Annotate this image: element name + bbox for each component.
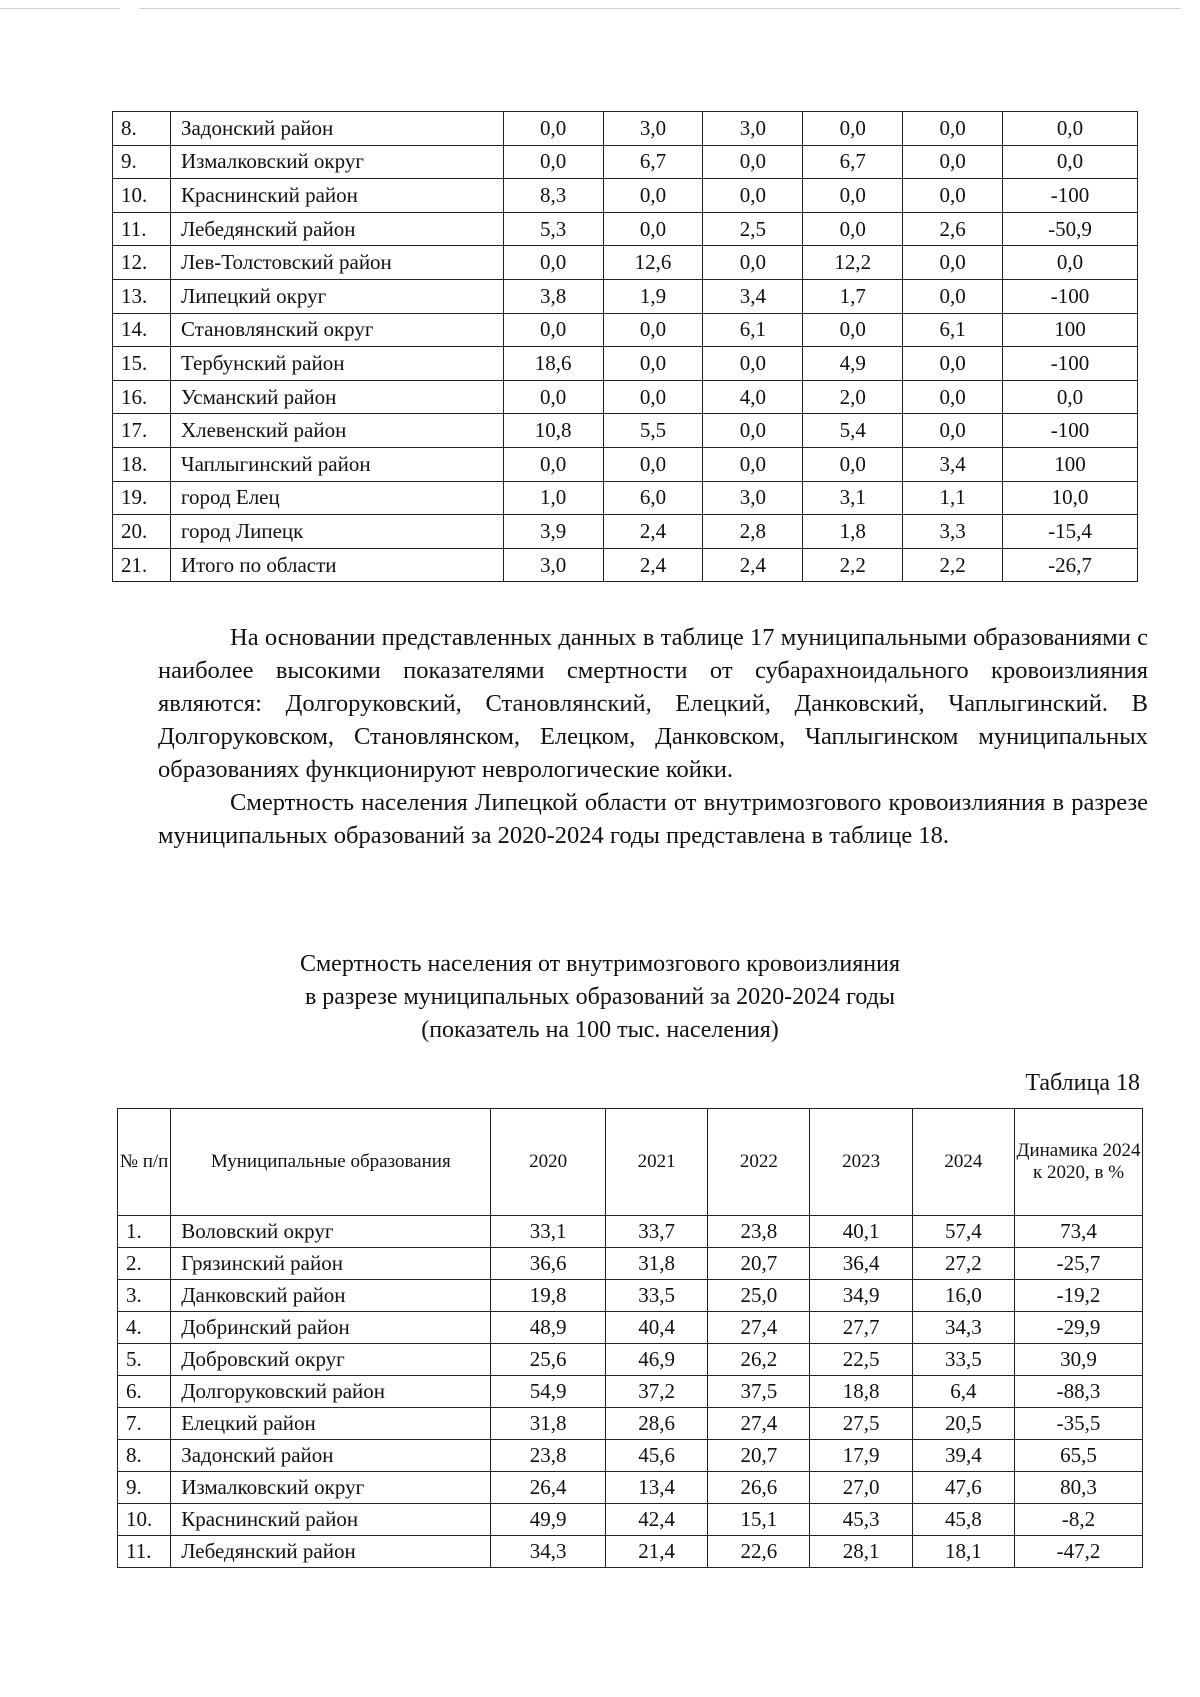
table-18-label: Таблица 18 [1025,1070,1140,1096]
municipality-name: Елецкий район [171,1408,491,1440]
table-row [113,279,1138,313]
value-cell: 21,4 [605,1536,707,1568]
table-row [118,1344,1143,1376]
value-cell: 0,0 [903,347,1003,381]
municipality-name: Задонский район [171,1440,491,1472]
table-row [113,347,1138,381]
row-number: 8. [113,112,171,146]
row-number: 5. [118,1344,171,1376]
value-cell: 0,0 [703,347,803,381]
value-cell: 15,1 [708,1504,810,1536]
value-cell: 49,9 [491,1504,606,1536]
row-number: 11. [118,1536,171,1568]
dynamics-cell: -100 [1003,347,1138,381]
row-number: 18. [113,447,171,481]
value-cell: 0,0 [703,179,803,213]
row-number: 15. [113,347,171,381]
value-cell: 2,4 [603,548,703,582]
value-cell: 0,0 [603,447,703,481]
row-number: 4. [118,1312,171,1344]
value-cell: 48,9 [491,1312,606,1344]
value-cell: 1,1 [903,481,1003,515]
value-cell: 34,9 [810,1280,912,1312]
row-number: 21. [113,548,171,582]
table-17-body [113,112,1138,582]
municipality-name: Лев-Толстовский район [170,246,503,280]
table-18-header-row [118,1109,1143,1216]
value-cell: 0,0 [503,313,603,347]
row-number: 10. [118,1504,171,1536]
dynamics-cell: 30,9 [1015,1344,1143,1376]
table-row [113,179,1138,213]
table-18 [117,1108,1143,1568]
table-row [118,1376,1143,1408]
row-number: 8. [118,1440,171,1472]
value-cell: 23,8 [491,1440,606,1472]
value-cell: 2,4 [603,515,703,549]
value-cell: 17,9 [810,1440,912,1472]
value-cell: 1,9 [603,279,703,313]
value-cell: 0,0 [703,145,803,179]
value-cell: 0,0 [503,112,603,146]
dynamics-cell: -100 [1003,414,1138,448]
value-cell: 37,5 [708,1376,810,1408]
municipality-name: Тербунский район [170,347,503,381]
table-row [113,414,1138,448]
value-cell: 0,0 [803,313,903,347]
dynamics-cell: 0,0 [1003,380,1138,414]
value-cell: 2,0 [803,380,903,414]
value-cell: 16,0 [912,1280,1014,1312]
value-cell: 6,0 [603,481,703,515]
value-cell: 3,9 [503,515,603,549]
table-18-title-line: Смертность населения от внутримозгового кровоизлияния [299,951,901,977]
value-cell: 2,6 [903,212,1003,246]
value-cell: 34,3 [912,1312,1014,1344]
table-row [118,1504,1143,1536]
value-cell: 2,2 [903,548,1003,582]
value-cell: 0,0 [803,112,903,146]
value-cell: 10,8 [503,414,603,448]
municipality-name: Краснинский район [171,1504,491,1536]
row-number: 6. [118,1376,171,1408]
table-18-title-line: (показатель на 100 тыс. населения) [421,1017,779,1043]
value-cell: 0,0 [503,145,603,179]
value-cell: 27,4 [708,1408,810,1440]
municipality-name: Измалковский округ [171,1472,491,1504]
municipality-name: город Елец [170,481,503,515]
value-cell: 42,4 [605,1504,707,1536]
value-cell: 18,6 [503,347,603,381]
value-cell: 2,2 [803,548,903,582]
value-cell: 40,1 [810,1216,912,1248]
table-row [113,515,1138,549]
table-row [118,1408,1143,1440]
value-cell: 27,0 [810,1472,912,1504]
dynamics-cell: -15,4 [1003,515,1138,549]
table-row [118,1248,1143,1280]
row-number: 2. [118,1248,171,1280]
table-row [118,1536,1143,1568]
dynamics-cell: -29,9 [1015,1312,1143,1344]
value-cell: 3,1 [803,481,903,515]
dynamics-cell: -35,5 [1015,1408,1143,1440]
row-number: 11. [113,212,171,246]
table-row [118,1216,1143,1248]
municipality-name: Долгоруковский район [171,1376,491,1408]
value-cell: 0,0 [603,380,703,414]
value-cell: 12,2 [803,246,903,280]
value-cell: 3,4 [903,447,1003,481]
value-cell: 2,5 [703,212,803,246]
value-cell: 26,6 [708,1472,810,1504]
value-cell: 6,7 [803,145,903,179]
header-name: Муниципальные образования [171,1109,491,1216]
dynamics-cell: 0,0 [1003,112,1138,146]
table-row [118,1280,1143,1312]
value-cell: 45,8 [912,1504,1014,1536]
value-cell: 0,0 [903,179,1003,213]
dynamics-cell: -50,9 [1003,212,1138,246]
row-number: 20. [113,515,171,549]
municipality-name: Усманский район [170,380,503,414]
value-cell: 0,0 [703,414,803,448]
value-cell: 13,4 [605,1472,707,1504]
value-cell: 0,0 [703,246,803,280]
municipality-name: Лебедянский район [171,1536,491,1568]
value-cell: 3,0 [603,112,703,146]
value-cell: 3,0 [503,548,603,582]
value-cell: 0,0 [603,179,703,213]
value-cell: 5,5 [603,414,703,448]
row-number: 16. [113,380,171,414]
value-cell: 23,8 [708,1216,810,1248]
scan-edge-line [0,8,120,9]
municipality-name: город Липецк [170,515,503,549]
value-cell: 45,6 [605,1440,707,1472]
value-cell: 20,7 [708,1248,810,1280]
value-cell: 0,0 [903,279,1003,313]
header-2024: 2024 [912,1109,1014,1216]
value-cell: 45,3 [810,1504,912,1536]
municipality-name: Хлевенский район [170,414,503,448]
value-cell: 40,4 [605,1312,707,1344]
body-text [158,621,1148,852]
value-cell: 31,8 [491,1408,606,1440]
header-2020: 2020 [491,1109,606,1216]
value-cell: 19,8 [491,1280,606,1312]
municipality-name: Добровский округ [171,1344,491,1376]
municipality-name: Становлянский округ [170,313,503,347]
table-row [113,246,1138,280]
header-dynamics: Динамика 2024 к 2020, в % [1015,1109,1143,1216]
value-cell: 6,7 [603,145,703,179]
value-cell: 1,8 [803,515,903,549]
paragraph-conclusion: На основании представленных данных в таблице 17 муниципальными образованиями с наиболее высокими показателями смертности от субарахноидального кровоизлияния являются: Долгоруковский, Становлянский, Елецкий, Данковский, Чаплыгинский. В Долгоруковском, Становлянском, Елецком, Данковском, Чаплыгинском муниципальных образованиях функционируют неврологические койки. [158,624,1148,783]
dynamics-cell: -26,7 [1003,548,1138,582]
header-num: № п/п [118,1109,171,1216]
value-cell: 47,6 [912,1472,1014,1504]
value-cell: 36,4 [810,1248,912,1280]
municipality-name: Воловский округ [171,1216,491,1248]
value-cell: 6,1 [703,313,803,347]
value-cell: 6,4 [912,1376,1014,1408]
dynamics-cell: -100 [1003,279,1138,313]
value-cell: 0,0 [503,447,603,481]
municipality-name: Чаплыгинский район [170,447,503,481]
value-cell: 5,3 [503,212,603,246]
municipality-name: Измалковский округ [170,145,503,179]
municipality-name: Липецкий округ [170,279,503,313]
municipality-name: Данковский район [171,1280,491,1312]
value-cell: 26,4 [491,1472,606,1504]
municipality-name: Лебедянский район [170,212,503,246]
value-cell: 0,0 [803,179,903,213]
value-cell: 27,4 [708,1312,810,1344]
value-cell: 36,6 [491,1248,606,1280]
value-cell: 0,0 [603,347,703,381]
value-cell: 27,7 [810,1312,912,1344]
dynamics-cell: -25,7 [1015,1248,1143,1280]
row-number: 14. [113,313,171,347]
row-number: 3. [118,1280,171,1312]
row-number: 9. [113,145,171,179]
value-cell: 0,0 [903,414,1003,448]
value-cell: 20,7 [708,1440,810,1472]
value-cell: 5,4 [803,414,903,448]
table-row [118,1312,1143,1344]
table-row [118,1472,1143,1504]
value-cell: 57,4 [912,1216,1014,1248]
row-number: 19. [113,481,171,515]
value-cell: 3,3 [903,515,1003,549]
value-cell: 0,0 [903,246,1003,280]
value-cell: 18,8 [810,1376,912,1408]
table-row [113,112,1138,146]
value-cell: 0,0 [803,212,903,246]
value-cell: 0,0 [603,313,703,347]
table-row [118,1440,1143,1472]
value-cell: 0,0 [503,246,603,280]
value-cell: 4,0 [703,380,803,414]
value-cell: 33,5 [605,1280,707,1312]
dynamics-cell: -47,2 [1015,1536,1143,1568]
municipality-name: Итого по области [170,548,503,582]
value-cell: 0,0 [503,380,603,414]
value-cell: 0,0 [803,447,903,481]
row-number: 13. [113,279,171,313]
value-cell: 3,0 [703,481,803,515]
table-18-title [0,948,1200,1047]
value-cell: 1,0 [503,481,603,515]
municipality-name: Добринский район [171,1312,491,1344]
value-cell: 18,1 [912,1536,1014,1568]
scan-edge-line [140,8,1180,9]
value-cell: 3,8 [503,279,603,313]
dynamics-cell: -100 [1003,179,1138,213]
header-2021: 2021 [605,1109,707,1216]
municipality-name: Краснинский район [170,179,503,213]
row-number: 17. [113,414,171,448]
dynamics-cell: 80,3 [1015,1472,1143,1504]
value-cell: 3,4 [703,279,803,313]
value-cell: 33,7 [605,1216,707,1248]
value-cell: 8,3 [503,179,603,213]
value-cell: 46,9 [605,1344,707,1376]
value-cell: 0,0 [703,447,803,481]
value-cell: 20,5 [912,1408,1014,1440]
value-cell: 6,1 [903,313,1003,347]
table-row [113,212,1138,246]
table-row [113,447,1138,481]
table-18-title-line: в разрезе муниципальных образований за 2020-2024 годы [304,984,896,1010]
table-row [113,313,1138,347]
table-row [113,380,1138,414]
row-number: 9. [118,1472,171,1504]
table-18-body [118,1216,1143,1568]
dynamics-cell: 0,0 [1003,246,1138,280]
value-cell: 22,5 [810,1344,912,1376]
dynamics-cell: 65,5 [1015,1440,1143,1472]
dynamics-cell: 100 [1003,447,1138,481]
table-17-continuation [112,111,1138,582]
row-number: 10. [113,179,171,213]
value-cell: 22,6 [708,1536,810,1568]
dynamics-cell: -8,2 [1015,1504,1143,1536]
value-cell: 0,0 [903,112,1003,146]
value-cell: 2,4 [703,548,803,582]
table-row [113,548,1138,582]
dynamics-cell: 73,4 [1015,1216,1143,1248]
value-cell: 0,0 [603,212,703,246]
value-cell: 34,3 [491,1536,606,1568]
value-cell: 12,6 [603,246,703,280]
value-cell: 3,0 [703,112,803,146]
dynamics-cell: 10,0 [1003,481,1138,515]
header-2022: 2022 [708,1109,810,1216]
dynamics-cell: 0,0 [1003,145,1138,179]
value-cell: 25,6 [491,1344,606,1376]
dynamics-cell: 100 [1003,313,1138,347]
value-cell: 26,2 [708,1344,810,1376]
dynamics-cell: -19,2 [1015,1280,1143,1312]
value-cell: 33,5 [912,1344,1014,1376]
value-cell: 31,8 [605,1248,707,1280]
dynamics-cell: -88,3 [1015,1376,1143,1408]
value-cell: 0,0 [903,145,1003,179]
table-row [113,145,1138,179]
row-number: 1. [118,1216,171,1248]
value-cell: 1,7 [803,279,903,313]
value-cell: 2,8 [703,515,803,549]
value-cell: 33,1 [491,1216,606,1248]
row-number: 7. [118,1408,171,1440]
value-cell: 37,2 [605,1376,707,1408]
value-cell: 28,6 [605,1408,707,1440]
row-number: 12. [113,246,171,280]
value-cell: 54,9 [491,1376,606,1408]
paragraph-intro-table-18: Смертность населения Липецкой области от внутримозгового кровоизлияния в разрезе муниципальных образований за 2020-2024 годы представлена в таблице 18. [158,789,1148,849]
value-cell: 27,5 [810,1408,912,1440]
value-cell: 25,0 [708,1280,810,1312]
municipality-name: Задонский район [170,112,503,146]
value-cell: 27,2 [912,1248,1014,1280]
value-cell: 0,0 [903,380,1003,414]
header-2023: 2023 [810,1109,912,1216]
municipality-name: Грязинский район [171,1248,491,1280]
table-row [113,481,1138,515]
value-cell: 39,4 [912,1440,1014,1472]
value-cell: 28,1 [810,1536,912,1568]
value-cell: 4,9 [803,347,903,381]
